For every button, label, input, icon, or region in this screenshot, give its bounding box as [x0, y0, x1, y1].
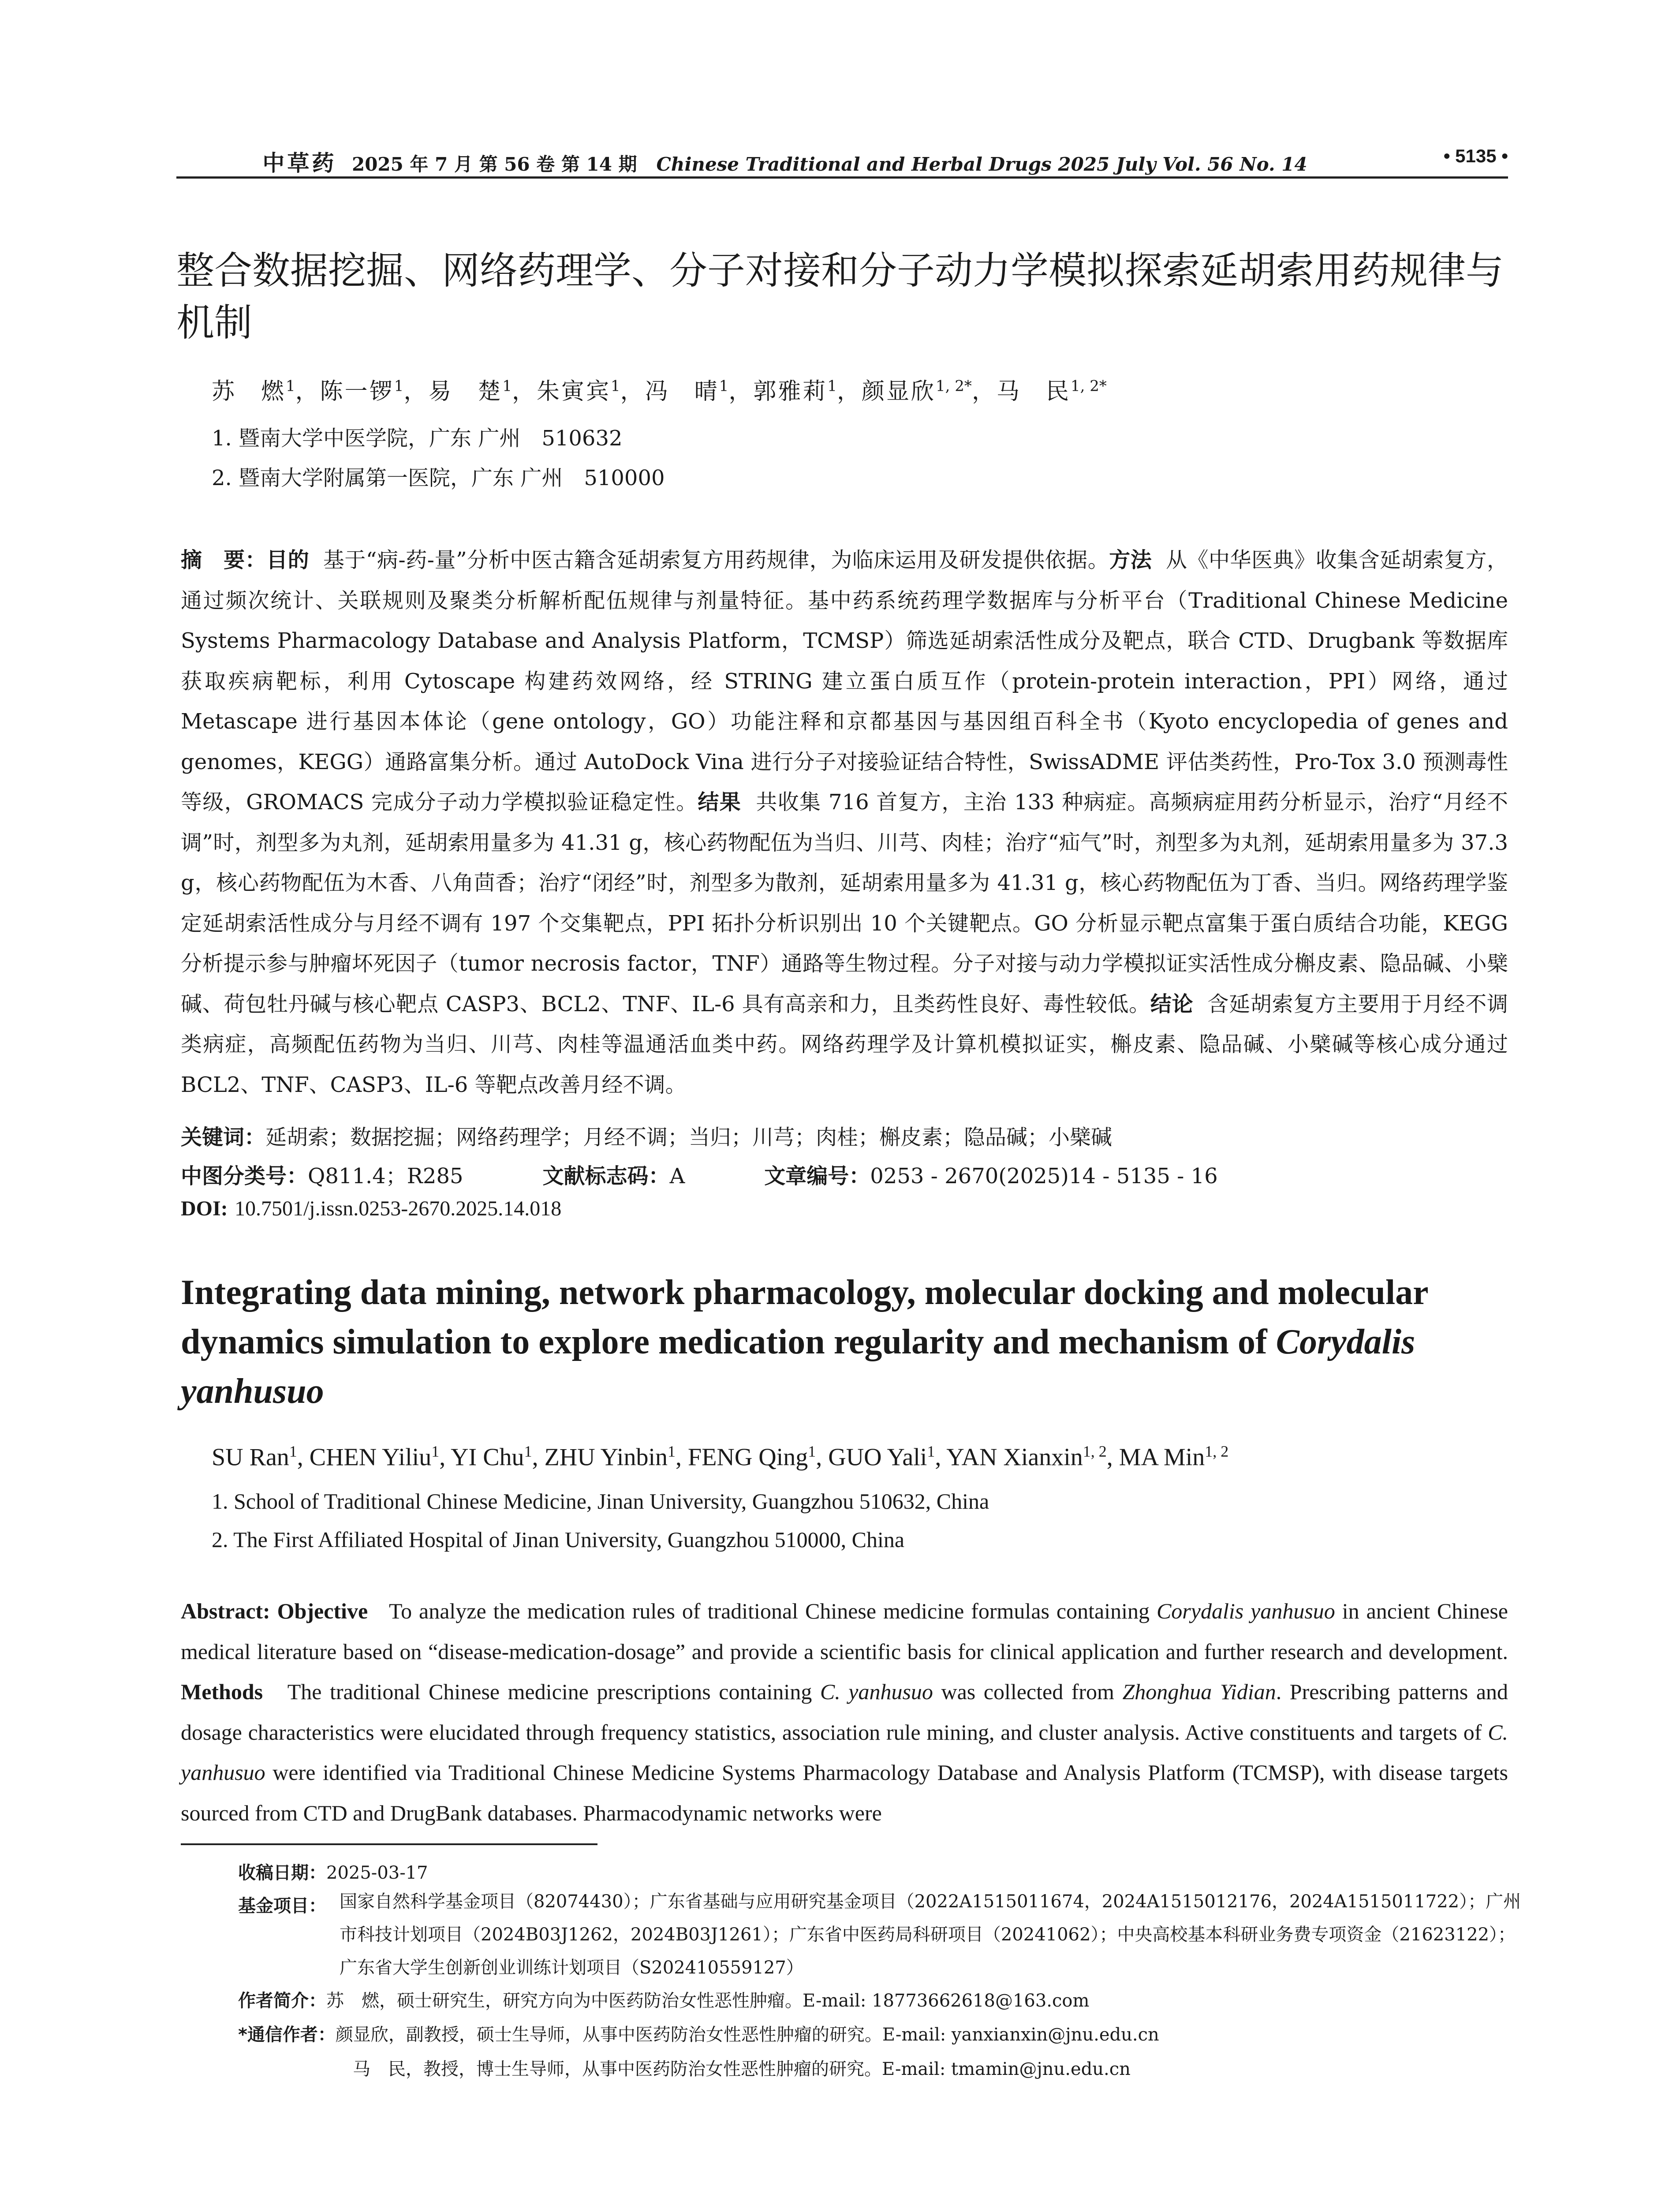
methods-label: 方法	[1109, 548, 1152, 572]
author-name: YI Chu	[451, 1443, 524, 1471]
affiliation-cn-1: 1. 暨南大学中医学院，广东 广州 510632	[212, 426, 623, 451]
journal-name-cn: 中草药	[262, 150, 337, 176]
doc-code-label: 文献标志码：	[542, 1164, 670, 1188]
corresponding-1: 颜显欣，副教授，硕士生导师，从事中医药防治女性恶性肿瘤的研究。E-mail: yanxianxin@jnu.edu.cn	[335, 2025, 1159, 2045]
author-name: SU Ran	[212, 1443, 289, 1471]
classification-line	[181, 1159, 1218, 1189]
author-affiliation-mark: 1	[668, 1443, 676, 1460]
results-text: 共收集 716 首复方，主治 133 种病症。高频病症用药分析显示，治疗“月经不调”时，剂型多为丸剂，延胡索用量多为 41.31 g，核心药物配伍为当归、川芎、肉桂；治疗“疝气”时，剂型多为丸剂，延胡索用量多为 37.3 g，核心药物配伍为木香、八角茴香；治疗“闭经”时，剂型多为散剂，延胡索用量多为 41.31 g，核心药物配伍为丁香、当归。网络药理学鉴定延胡索活性成分与月经不调有 197 个交集靶点，PPI 拓扑分析识别出 10 个关键靶点。GO 分析显示靶点富集于蛋白质结合功能，KEGG 分析提示参与肿瘤坏死因子（tumor necrosis factor，TNF）通路等生物过程。分子对接与动力学模拟证实活性成分槲皮素、隐品碱、小檗碱、荷包牡丹碱与核心靶点 CASP3、BCL2、TNF、IL-6 具有高亲和力，且类药性良好、毒性较低。	[181, 790, 1508, 1017]
keywords-cn	[181, 1120, 1112, 1151]
corresponding-author	[238, 2021, 1159, 2046]
author-name: CHEN Yiliu	[309, 1443, 432, 1471]
author-affiliation-mark: 1	[286, 377, 295, 395]
abstract-en-text: was collected from	[933, 1679, 1123, 1704]
authors-en: SU Ran$^1$, CHEN Yiliu$^1$, YI Chu$^1$, ZHU Yinbin$^1$, FENG Qing$^1$, GUO Yali$^1$, YAN Xianxin$^{1, 2}$, MA Min$^{1, 2}$	[212, 1443, 1229, 1471]
author-affiliation-mark: 1	[524, 1443, 532, 1460]
affiliation-en-1: 1. School of Traditional Chinese Medicine, Jinan University, Guangzhou 510632, China	[212, 1489, 989, 1514]
issue-en: Chinese Traditional and Herbal Drugs 2025 July Vol. 56 No. 14	[656, 153, 1307, 175]
author-affiliation-mark: 1	[289, 1443, 297, 1460]
author-name: YAN Xianxin	[946, 1443, 1083, 1471]
author-affiliation-mark: 1	[502, 377, 512, 395]
author-name: 易 楚	[428, 378, 503, 405]
methods-en-label: Methods	[181, 1679, 263, 1704]
doi-label: DOI:	[181, 1197, 228, 1220]
received-date	[238, 1859, 428, 1884]
header-rule	[176, 176, 1508, 179]
clc-label: 中图分类号：	[181, 1164, 308, 1188]
author-bio-text: 苏 燃，硕士研究生，研究方向为中医药防治女性恶性肿瘤。E-mail: 18773662618@163.com	[326, 1991, 1090, 2011]
author-affiliation-mark: 1, 2	[1205, 1443, 1229, 1460]
abstract-cn	[181, 540, 1508, 1105]
author-name: 郭雅莉	[753, 378, 828, 405]
abstract-en-text: in ancient Chinese medical literature based on “disease-medication-dosage” and provide a scientific basis for clinical application and further research and development.	[181, 1599, 1508, 1664]
issue-cn: 2025 年 7 月 第 56 卷 第 14 期	[351, 153, 637, 175]
author-name: 朱寅宾	[537, 378, 611, 405]
author-name: 马 民	[996, 378, 1071, 405]
author-name: GUO Yali	[828, 1443, 927, 1471]
abstract-en-text: were identified via Traditional Chinese Medicine Systems Pharmacology Database and Analysis Platform (TCMSP), with disease targets sourced from CTD and DrugBank databases. Pharmacodynamic networks were	[181, 1760, 1508, 1825]
keywords-text: 延胡索；数据挖掘；网络药理学；月经不调；当归；川芎；肉桂；槲皮素；隐品碱；小檗碱	[265, 1125, 1113, 1150]
fund-label	[238, 1892, 326, 1917]
page-number: • 5135 •	[1443, 146, 1508, 166]
article-no-label: 文章编号：	[764, 1164, 870, 1188]
species-name: Corydalis yanhusuo	[1156, 1599, 1335, 1623]
authors-cn: 苏 燃$^1$，陈一锣$^1$，易 楚$^1$，朱寅宾$^1$，冯 晴$^1$，郭雅莉$^1$，颜显欣$^{1, 2*}$，马 民$^{1, 2*}$	[212, 377, 1107, 405]
book-title: Zhonghua Yidian	[1122, 1679, 1276, 1704]
author-affiliation-mark: 1	[611, 377, 620, 395]
author-name: FENG Qing	[688, 1443, 808, 1471]
author-affiliation-mark: 1	[927, 1443, 935, 1460]
title-en-text: Integrating data mining, network pharmacology, molecular docking and molecular dynamics simulation to explore medication regularity and mechanism of	[181, 1273, 1428, 1361]
author-affiliation-mark: 1	[719, 377, 729, 395]
abstract-en-text: The traditional Chinese medicine prescriptions containing	[287, 1679, 820, 1704]
affiliation-en-2: 2. The First Affiliated Hospital of Jinan University, Guangzhou 510000, China	[212, 1527, 905, 1552]
author-affiliation-mark: 1, 2*	[936, 377, 972, 395]
author-affiliation-mark: 1	[431, 1443, 440, 1460]
keywords-label: 关键词：	[181, 1125, 266, 1150]
abstract-cn-label: 摘 要：	[181, 548, 267, 572]
corresponding-label: *通信作者：	[238, 2025, 336, 2045]
author-name: 颜显欣	[862, 378, 936, 405]
article-no-value: 0253 - 2670(2025)14 - 5135 - 16	[870, 1164, 1218, 1188]
author-affiliation-mark: 1	[827, 377, 837, 395]
doi-line	[181, 1196, 561, 1221]
abstract-en-text: . Prescribing patterns and dosage characteristics were elucidated through frequency statistics, association rule mining, and cluster analysis. Active constituents and targets of	[181, 1679, 1508, 1745]
author-name: 苏 燃	[212, 378, 286, 405]
author-affiliation-mark: 1, 2	[1083, 1443, 1107, 1460]
author-name: 陈一锣	[320, 378, 394, 405]
objective-label: 目的	[266, 548, 310, 572]
methods-text: 从《中华医典》收集含延胡索复方，通过频次统计、关联规则及聚类分析解析配伍规律与剂量特征。基中药系统药理学数据库与分析平台（Traditional Chinese Medicine Systems Pharmacology Database and Analysis Platform，TCMSP）筛选延胡索活性成分及靶点，联合 CTD、Drugbank 等数据库获取疾病靶标，利用 Cytoscape 构建药效网络，经 STRING 建立蛋白质互作（protein-protein interaction，PPI）网络，通过 Metascape 进行基因本体论（gene ontology，GO）功能注释和京都基因与基因组百科全书（Kyoto encyclopedia of genes and genomes，KEGG）通路富集分析。通过 AutoDock Vina 进行分子对接验证结合特性，SwissADME 评估类药性，Pro-Tox 3.0 预测毒性等级，GROMACS 完成分子动力学模拟验证稳定性。	[181, 548, 1508, 815]
received-value: 2025-03-17	[326, 1863, 428, 1883]
author-name: 冯 晴	[645, 378, 719, 405]
author-affiliation-mark: 1	[394, 377, 404, 395]
conclusion-label: 结论	[1150, 991, 1194, 1017]
running-header	[176, 146, 1508, 176]
author-bio-label: 作者简介：	[238, 1991, 326, 2011]
affiliation-cn-2: 2. 暨南大学附属第一医院，广东 广州 510000	[212, 466, 665, 490]
title-en-species: Corydalis yanhusuo	[181, 1323, 1415, 1411]
species-name: C. yanhusuo	[181, 1719, 1508, 1785]
footnote-rule	[181, 1843, 597, 1845]
abstract-en-text: To analyze the medication rules of traditional Chinese medicine formulas containing	[389, 1599, 1157, 1623]
author-bio	[238, 1987, 1089, 2012]
author-name: ZHU Yinbin	[544, 1443, 668, 1471]
author-affiliation-mark: 1	[808, 1443, 816, 1460]
clc-value: Q811.4；R285	[308, 1164, 463, 1188]
corresponding-2: 马 民，教授，博士生导师，从事中医药防治女性恶性肿瘤的研究。E-mail: tmamin@jnu.edu.cn	[353, 2059, 1131, 2079]
conclusion-text: 含延胡索复方主要用于月经不调类病症，高频配伍药物为当归、川芎、肉桂等温通活血类中药。网络药理学及计算机模拟证实，槲皮素、隐品碱、小檗碱等核心成分通过 BCL2、TNF、CASP3、IL-6 等靶点改善月经不调。	[181, 991, 1508, 1097]
title-en	[181, 1268, 1508, 1416]
objective-text: 基于“病-药-量”分析中医古籍含延胡索复方用药规律，为临床运用及研发提供依据。	[323, 548, 1109, 572]
abstract-en-label: Abstract: Objective	[181, 1599, 368, 1623]
doc-code-value: A	[669, 1164, 685, 1188]
doi-link[interactable]: 10.7501/j.issn.0253-2670.2025.14.018	[234, 1197, 562, 1220]
fund-text: 国家自然科学基金项目（82074430）；广东省基础与应用研究基金项目（2022A1515011674，2024A1515012176，2024A1515011722）；广州市科技计划项目（2024B03J1262，2024B03J1261）；广东省中医药局科研项目（20241062）；中央高校基本科研业务费专项资金（21623122）；广东省大学生创新创业训练计划项目（S202410559127）	[340, 1891, 1521, 1978]
received-label: 收稿日期：	[238, 1863, 326, 1883]
author-name: MA Min	[1119, 1443, 1205, 1471]
results-label: 结果	[698, 790, 742, 815]
header-journal-info	[176, 146, 1393, 177]
title-cn: 整合数据挖掘、网络药理学、分子对接和分子动力学模拟探索延胡索用药规律与机制	[176, 249, 1504, 345]
abstract-en	[181, 1591, 1508, 1833]
author-affiliation-mark: 1, 2*	[1070, 377, 1107, 395]
species-name: C. yanhusuo	[820, 1679, 933, 1704]
fund-label-text: 基金项目：	[238, 1896, 326, 1916]
